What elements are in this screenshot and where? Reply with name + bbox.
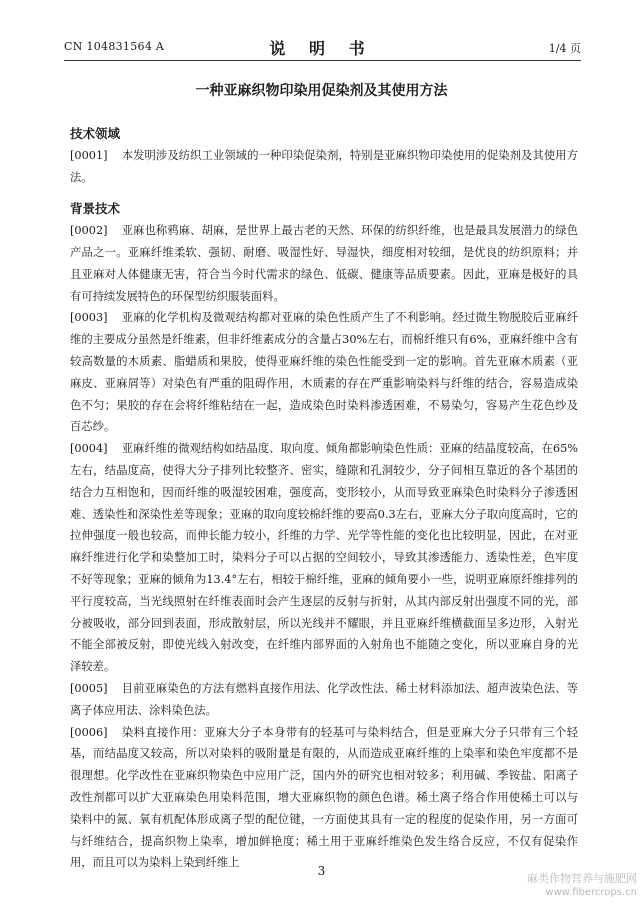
paragraph-0005 <box>70 678 578 722</box>
paragraph-text: 亚麻的化学机构及微观结构都对亚麻的染色性质产生了不利影响。经过微生物脱胶后亚麻纤维的主要成分虽然是纤维素，但非纤维素成分的含量占30%左右，而棉纤维只有6%，亚麻纤维中含有较高数量的木质素、脂蜡质和果胶，使得亚麻纤维的染色性能受到一定的影响。首先亚麻木质素（亚麻皮、亚麻屑等）对染色有严重的阻碍作用，木质素的存在严重影响染料与纤维的结合，容易造成染色不匀；果胶的存在会将纤维粘结在一起，造成染色时染料渗透困难，不易染匀，容易产生花色纱及百芯纱。 <box>70 311 578 434</box>
site-watermark <box>527 872 637 900</box>
paragraph-number: [0003] <box>70 311 108 325</box>
paragraph-0001 <box>70 145 578 189</box>
page-info: 1/4 页 <box>548 42 581 55</box>
document-title: 一种亚麻织物印染用促染剂及其使用方法 <box>195 83 448 99</box>
paragraph-0006 <box>70 722 578 875</box>
paragraph-text: 染料直接作用：亚麻大分子本身带有的轻基可与染料结合，但是亚麻大分子只带有三个轻基，而结晶度又较高，所以对染料的吸附量是有限的，从而造成亚麻纤维的上染率和染色牢度都不是很理想。化学改性在亚麻织物染色中应用广泛，国内外的研究也相对较多；利用碱、季铵盐、阳离子改性剂都可以扩大亚麻染色用染料范围，增大亚麻织物的颜色色谱。稀土离子络合作用使稀土可以与染料中的氮、氧有机配体形成离子型的配位键，一方面使其具有一定的程度的促染作用，另一方面可与纤维结合，提高织物上染率，增加鲜艳度；稀土用于亚麻纤维染色发生络合反应，不仅有促染作用，而且可以为染料上染到纤维上 <box>70 725 578 870</box>
document-body <box>70 123 578 874</box>
header-divider <box>64 60 581 61</box>
paragraph-0003 <box>70 307 578 438</box>
watermark-site-name: 麻类作物营养与施肥网 <box>527 872 637 885</box>
paragraph-text: 本发明涉及纺织工业领域的一种印染促染剂，特别是亚麻织物印染使用的促染剂及其使用方法。 <box>70 148 578 184</box>
page-header <box>0 0 643 64</box>
paragraph-0004 <box>70 438 578 678</box>
section-heading-technical-field: 技术领域 <box>70 126 121 141</box>
paragraph-0002 <box>70 220 578 307</box>
document-type: 说 明 书 <box>269 39 374 58</box>
paragraph-text: 亚麻也称鸦麻、胡麻，是世界上最古老的天然、环保的纺织纤维，也是最具发展潜力的绿色产品之一。亚麻纤维柔软、强韧、耐磨、吸湿性好、导湿快，细度相对较细，是优良的纺织原料；并且亚麻对人体健康无害，符合当今时代需求的绿色、低碳、健康等品质要素。因此，亚麻是极好的具有可持续发展特色的环保型纺织服装面料。 <box>70 224 578 303</box>
paragraph-number: [0001] <box>70 148 108 162</box>
paragraph-text: 目前亚麻染色的方法有燃料直接作用法、化学改性法、稀土材料添加法、超声波染色法、等离子体应用法、涂料染色法。 <box>70 681 578 717</box>
page-number: 3 <box>317 864 326 878</box>
paragraph-number: [0002] <box>70 224 108 238</box>
watermark-url: www.fibercrops.cn <box>545 887 637 898</box>
section-heading-background: 背景技术 <box>70 201 121 217</box>
paragraph-number: [0006] <box>70 725 108 739</box>
patent-number: CN 104831564 A <box>64 40 165 53</box>
paragraph-number: [0005] <box>70 681 108 695</box>
paragraph-text: 亚麻纤维的微观结构如结晶度、取向度、倾角都影响染色性质：亚麻的结晶度较高，在65%左右，结晶度高，使得大分子排列比较整齐、密实，缝隙和孔洞较少，分子间相互靠近的各个基团的结合力互相饱和，因而纤维的吸湿较困难，强度高，变形较小，从而导致亚麻染色时染料分子渗透困难、透染性和深染性差等现象；亚麻的取向度较棉纤维的要高0.3左右，亚麻大分子取向度高时，它的拉伸强度一般也较高，而伸长能力较小，纤维的力学、光学等性能的变化也比较明显，因此，在对亚麻纤维进行化学和染整加工时，染料分子可以占据的空间较小，导致其渗透能力、透染性差，色牢度不好等现象；亚麻的倾角为13.4°左右，相较于棉纤维，亚麻的倾角要小一些，说明亚麻原纤维排列的平行度较高，当光线照射在纤维表面时会产生逐层的反射与折射，从其内部反射出强度不同的光，部分被吸收，部分回到表面，形成散射层，所以光线并不耀眼，并且亚麻纤维横截面呈多边形，入射光不能全部被反射，即使光线入射改变，在纤维内部界面的入射角也不能随之变化，所以亚麻自身的光泽较差。 <box>70 442 578 674</box>
paragraph-number: [0004] <box>70 442 108 456</box>
